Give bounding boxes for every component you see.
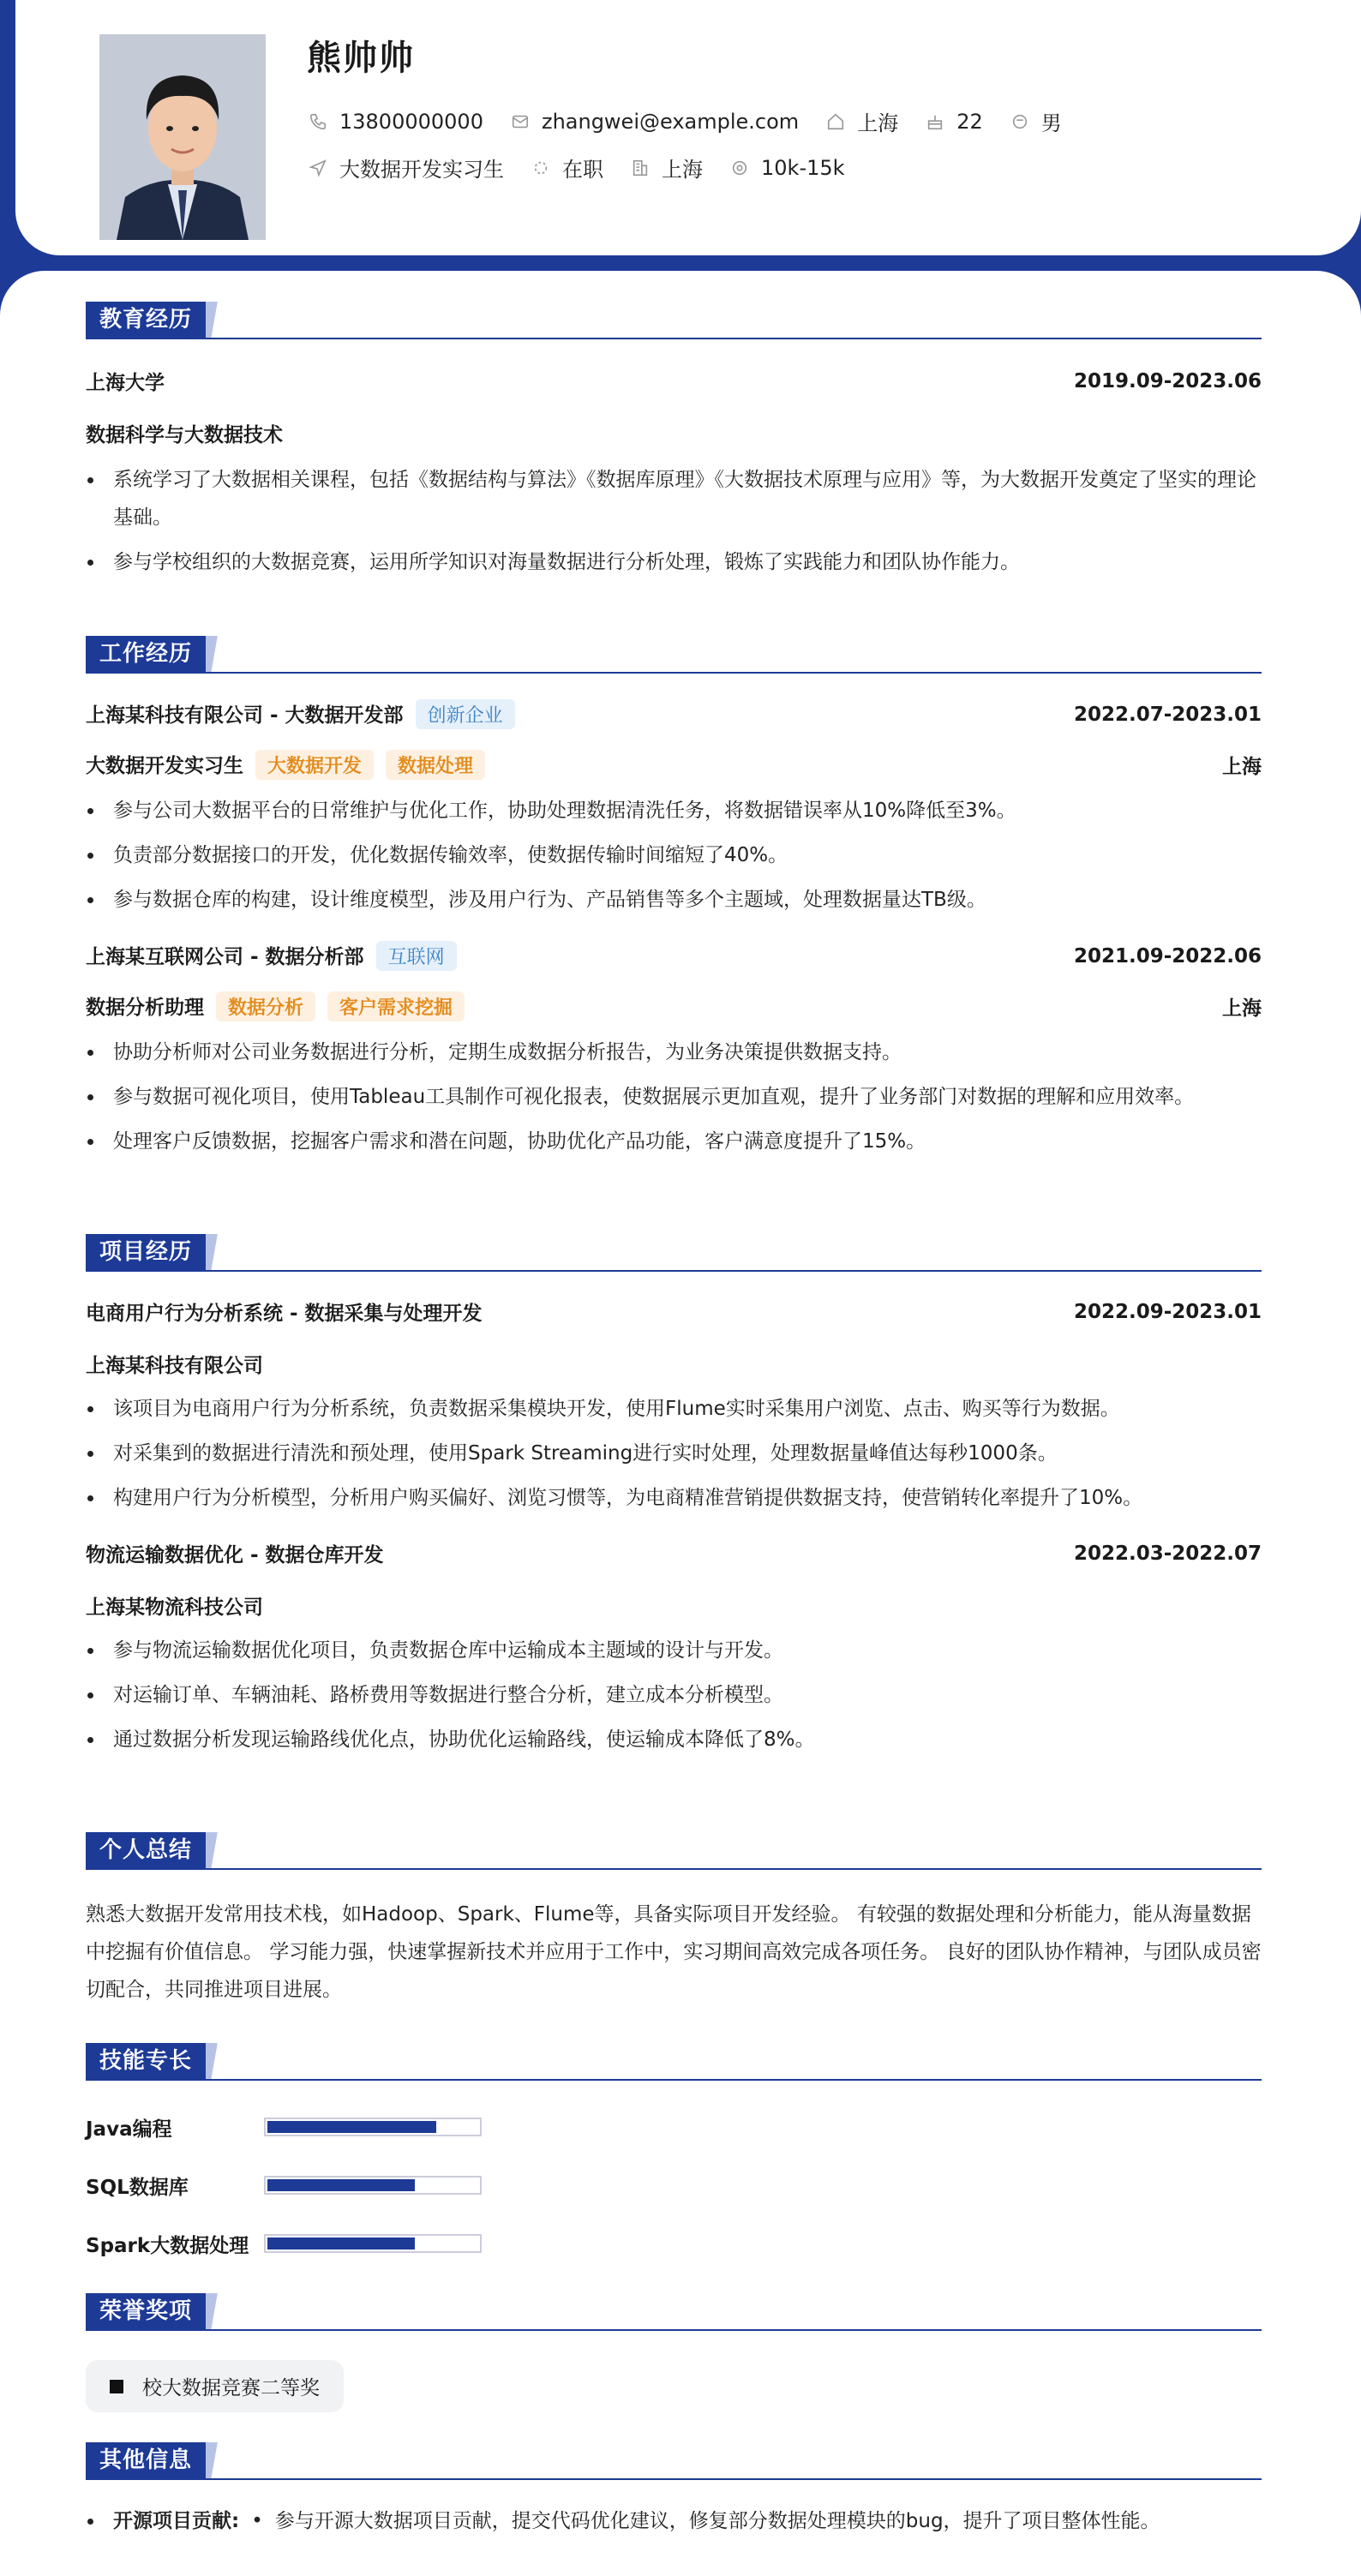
skill-tag: 客户需求挖掘 [327, 991, 465, 1021]
summary-section [86, 1832, 1262, 2009]
square-bullet-icon [110, 2380, 123, 2393]
skill-bar [264, 2234, 482, 2253]
skill-tag: 大数据开发 [255, 750, 374, 780]
list-item: 开源项目贡献: • 参与开源大数据项目贡献，提交代码优化建议，修复部分数据处理模块的bug，提升了项目整体性能。 [86, 2502, 1262, 2540]
award-item [86, 2360, 344, 2412]
other-label: 开源项目贡献: [113, 2510, 240, 2532]
project-name: 物流运输数据优化 - 数据仓库开发 [86, 1544, 384, 1567]
company: 上海某科技有限公司 - 大数据开发部 [86, 704, 404, 727]
skill-tag: 数据分析 [216, 991, 315, 1021]
work-city: 上海 [662, 158, 703, 182]
job-intent-row [307, 153, 871, 183]
position: 大数据开发实习生 [339, 158, 504, 182]
section-title: 工作经历 [86, 636, 206, 672]
gender: 男 [1040, 111, 1062, 135]
other-section [86, 2442, 1262, 2540]
skill-tag: 数据处理 [386, 750, 485, 780]
section-title: 技能专长 [86, 2043, 206, 2079]
section-title: 个人总结 [86, 1832, 206, 1868]
job-location: 上海 [1222, 997, 1262, 1020]
company-tag: 创新企业 [416, 699, 515, 729]
education-section [86, 302, 1262, 581]
skill-bar [264, 2176, 482, 2195]
project-period: 2022.03-2022.07 [1073, 1542, 1262, 1565]
city: 上海 [857, 111, 899, 135]
job-period: 2022.07-2023.01 [1073, 703, 1262, 726]
list-item: 该项目为电商用户行为分析系统，负责数据采集模块开发，使用Flume实时采集用户浏览、点击、购买等行为数据。 [86, 1390, 1262, 1428]
list-item: 负责部分数据接口的开发，优化数据传输效率，使数据传输时间缩短了40%。 [86, 836, 1262, 874]
age: 22 [956, 109, 983, 134]
list-item: 对采集到的数据进行清洗和预处理，使用Spark Streaming进行实时处理，处理数据量峰值达每秒1000条。 [86, 1435, 1262, 1472]
list-item: 参与数据可视化项目，使用Tableau工具制作可视化报表，使数据展示更加直观，提升了业务部门对数据的理解和应用效率。 [86, 1078, 1262, 1116]
home-icon [824, 111, 847, 133]
salary: 10k-15k [761, 155, 845, 180]
skill-bar-fill [267, 2238, 415, 2250]
major: 数据科学与大数据技术 [86, 424, 283, 446]
role: 大数据开发实习生 [86, 755, 243, 777]
list-item: 对运输订单、车辆油耗、路桥费用等数据进行整合分析，建立成本分析模型。 [86, 1676, 1262, 1714]
project-name: 电商用户行为分析系统 - 数据采集与处理开发 [86, 1303, 483, 1325]
skill-name: SQL数据库 [86, 2176, 189, 2199]
company: 上海某互联网公司 - 数据分析部 [86, 946, 364, 968]
section-title: 荣誉奖项 [86, 2293, 206, 2329]
building-icon [629, 157, 651, 179]
email: zhangwei@example.com [541, 109, 800, 134]
project-company: 上海某科技有限公司 [86, 1355, 263, 1377]
summary-text: 熟悉大数据开发常用技术栈，如Hadoop、Spark、Flume等，具备实际项目开发经验。 有较强的数据处理和分析能力，能从海量数据中挖掘有价值信息。 学习能力强，快速掌握新技术并应用于工作中，实习期间高效完成各项任务。 良好的团队协作精神，与团队成员密切配合，共同推进项目进展。 [86, 1903, 1262, 2001]
skill-row [86, 2098, 1262, 2156]
skills-section [86, 2043, 1262, 2273]
salary-icon [728, 157, 751, 179]
job-period: 2021.09-2022.06 [1073, 944, 1262, 967]
award-name: 校大数据竞赛二等奖 [142, 2377, 320, 2399]
job-location: 上海 [1222, 756, 1262, 778]
phone-icon [307, 111, 329, 133]
list-item: 参与学校组织的大数据竞赛，运用所学知识对海量数据进行分析处理，锻炼了实践能力和团队协作能力。 [86, 543, 1262, 581]
project-period: 2022.09-2023.01 [1073, 1300, 1262, 1323]
skill-row [86, 2156, 1262, 2214]
work-section [86, 636, 1262, 1160]
status-icon [530, 157, 552, 179]
company-tag: 互联网 [376, 941, 457, 971]
honors-section [86, 2293, 1262, 2412]
section-title: 其他信息 [86, 2442, 206, 2478]
gender-icon [1009, 111, 1031, 133]
list-item: 系统学习了大数据相关课程，包括《数据结构与算法》《数据库原理》《大数据技术原理与应用》等，为大数据开发奠定了坚实的理论基础。 [86, 461, 1262, 536]
list-item: 构建用户行为分析模型，分析用户购买偏好、浏览习惯等，为电商精准营销提供数据支持，使营销转化率提升了10%。 [86, 1479, 1262, 1517]
other-text: 参与开源大数据项目贡献，提交代码优化建议，修复部分数据处理模块的bug，提升了项目整体性能。 [274, 2510, 1160, 2532]
list-item: 参与公司大数据平台的日常维护与优化工作，协助处理数据清洗任务，将数据错误率从10%降低至3%。 [86, 792, 1262, 830]
avatar [99, 34, 266, 240]
skill-bar-fill [267, 2121, 436, 2133]
status: 在职 [562, 158, 603, 182]
cake-icon [924, 111, 946, 133]
section-title: 项目经历 [86, 1234, 206, 1270]
mail-icon [509, 111, 531, 133]
section-title: 教育经历 [86, 302, 206, 338]
project-company: 上海某物流科技公司 [86, 1597, 263, 1619]
phone: 13800000000 [339, 109, 483, 134]
list-item: 通过数据分析发现运输路线优化点，协助优化运输路线，使运输成本降低了8%。 [86, 1721, 1262, 1758]
edu-period: 2019.09-2023.06 [1073, 369, 1262, 392]
skill-bar-fill [267, 2179, 415, 2191]
contact-row [307, 106, 1088, 136]
list-item: 处理客户反馈数据，挖掘客户需求和潜在问题，协助优化产品功能，客户满意度提升了15%。 [86, 1123, 1262, 1160]
skill-name: Java编程 [86, 2118, 172, 2141]
school: 上海大学 [86, 372, 165, 394]
skill-name: Spark大数据处理 [86, 2234, 249, 2257]
role: 数据分析助理 [86, 997, 204, 1019]
list-item: 参与数据仓库的构建，设计维度模型，涉及用户行为、产品销售等多个主题域，处理数据量达TB级。 [86, 881, 1262, 919]
projects-section [86, 1234, 1262, 1758]
send-icon [307, 157, 329, 179]
list-item: 协助分析师对公司业务数据进行分析，定期生成数据分析报告，为业务决策提供数据支持。 [86, 1033, 1262, 1071]
list-item: 参与物流运输数据优化项目，负责数据仓库中运输成本主题域的设计与开发。 [86, 1632, 1262, 1669]
skill-bar [264, 2118, 482, 2136]
candidate-name: 熊帅帅 [307, 39, 415, 78]
skill-row [86, 2214, 1262, 2273]
